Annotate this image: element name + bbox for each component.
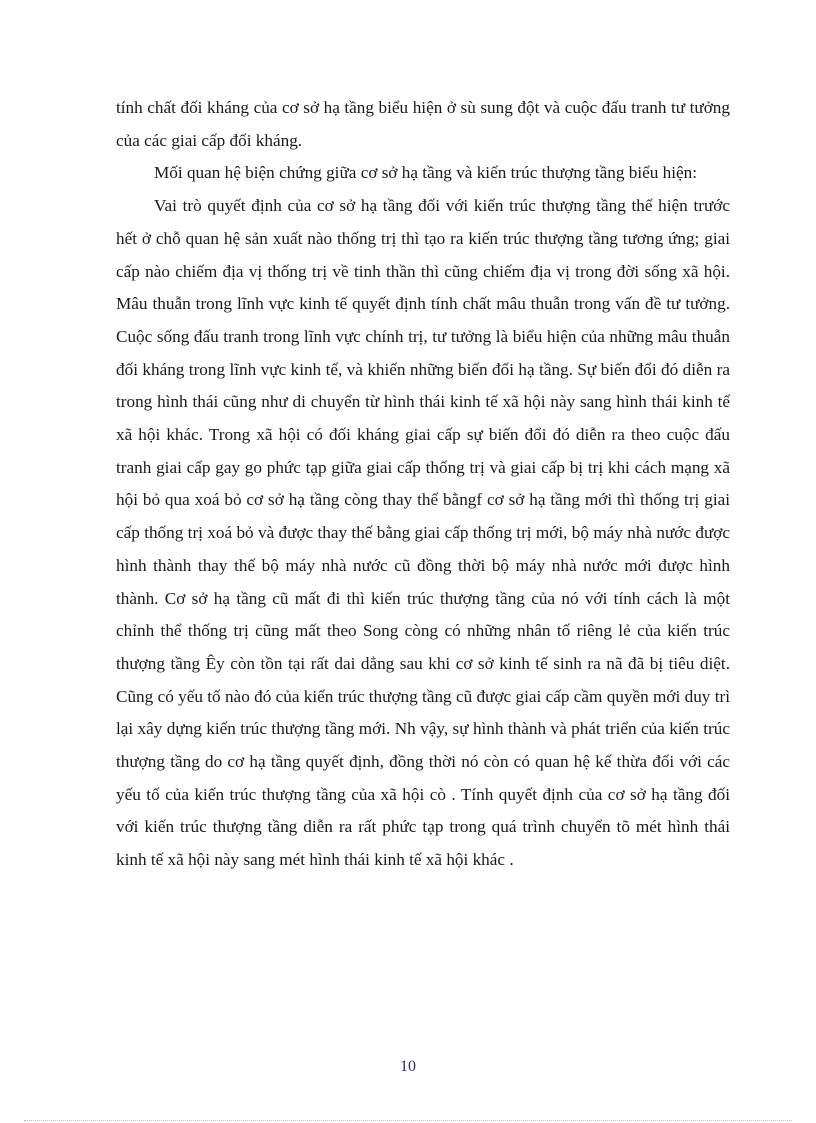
paragraph-relationship-intro: Mối quan hệ biện chứng giữa cơ sở hạ tầng và kiến trúc thượng tầng biểu hiện: bbox=[154, 163, 698, 183]
page-body bbox=[116, 92, 730, 877]
paragraph-continued: tính chất đối kháng của cơ sở hạ tầng biểu hiện ở sù sung đột và cuộc đấu tranh tư tưởng của các giai cấp đối kháng. bbox=[116, 98, 730, 150]
bottom-divider bbox=[24, 1120, 792, 1121]
page-number: 10 bbox=[400, 1058, 416, 1075]
paragraph-decisive-role: Vai trò quyết định của cơ sở hạ tầng đối với kiến trúc thượng tầng thể hiện trước hết ở chỗ quan hệ sản xuất nào thống trị thì tạo ra kiến trúc thượng tầng tương ứng; giai cấp nào chiếm địa vị thống trị về tinh thần thì cũng chiếm địa vị trong đời sống xã hội. Mâu thuẫn trong lĩnh vực kinh tế quyết định tính chất mâu thuẫn trong vấn đề tư tưởng. Cuộc sống đấu tranh trong lĩnh vực chính trị, tư tưởng là biểu hiện của những mâu thuẫn đối kháng trong lĩnh vực kinh tế, và khiến những biến đổi hạ tầng. Sự biến đổi đó diễn ra trong hình thái cũng như di chuyển từ hình thái kinh tế xã hội này sang hình thái kinh tế xã hội khác. Trong xã hội có đối kháng giai cấp sự biến đổi đó diễn ra theo cuộc đấu tranh giai cấp gay go phức tạp giữa giai cấp thống trị và giai cấp bị trị khi cách mạng xã hội bỏ qua xoá bỏ cơ sở hạ tầng còng thay thế bằngf cơ sở hạ tầng mới thì thống trị giai cấp thống trị xoá bỏ và được thay thế bằng giai cấp thống trị mới, bộ máy nhà nước được hình thành thay thế bộ máy nhà nước cũ đồng thời bộ máy nhà nước mới được hình thành. Cơ sở hạ tầng cũ mất đi thì kiến trúc thượng tầng của nó với tính cách là một chỉnh thể thống trị cũng mất theo Song còng có những nhân tố riêng lẻ của kiến trúc thượng tầng Êy còn tồn tại rất dai dẳng sau khi cơ sở kinh tế sinh ra nã đã bị tiêu diệt. Cũng có yếu tố nào đó của kiến trúc thượng tầng cũ được giai cấp cầm quyền mới duy trì lại xây dựng kiến trúc thượng tầng mới. Nh vậy, sự hình thành và phát triển của kiến trúc thượng tầng do cơ hạ tầng quyết định, đồng thời nó còn có quan hệ kế thừa đối với các yếu tố của kiến trúc thượng tầng của xã hội cò . Tính quyết định của cơ sở hạ tầng đối với kiến trúc thượng tầng diễn ra rất phức tạp trong quá trình chuyển tõ mét hình thái kinh tế xã hội này sang mét hình thái kinh tế xã hội khác . bbox=[116, 196, 730, 870]
